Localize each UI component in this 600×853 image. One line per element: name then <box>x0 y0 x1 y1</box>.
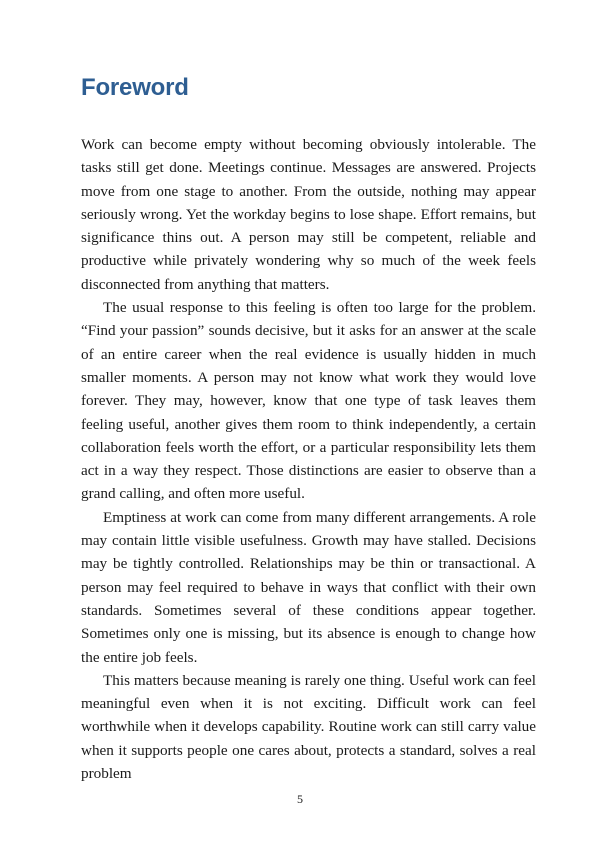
body-text <box>81 133 536 785</box>
paragraph: The usual response to this feeling is often too large for the problem. “Find your passion” sounds decisive, but it asks for an answer at the scale of an entire career when the real evidence is usually hidden in much smaller moments. A person may not know what work they would love forever. They may, however, know that one type of task leaves them feeling useful, another gives them room to think independently, a certain collaboration feels worth the effort, or a particular responsibility lets them act in a way they respect. Those distinctions are easier to observe than a grand calling, and often more useful. <box>81 299 536 503</box>
page-number: 5 <box>297 792 303 806</box>
paragraph: This matters because meaning is rarely one thing. Useful work can feel meaningful even when it is not exciting. Difficult work can feel worthwhile when it develops capability. Routine work can still carry value when it supports people one cares about, protects a standard, solves a real problem <box>81 671 536 783</box>
paragraph: Emptiness at work can come from many different arrangements. A role may contain little visible usefulness. Growth may have stalled. Decisions may be tightly controlled. Relationships may be thin or transactional. A person may feel required to behave in ways that conflict with their own standards. Sometimes several of these conditions appear together. Sometimes only one is missing, but its absence is enough to change how the entire job feels. <box>81 508 536 666</box>
chapter-heading: Foreword <box>81 74 189 101</box>
paragraph: Work can become empty without becoming obviously intolerable. The tasks still get done. Meetings continue. Messages are answered. Projects move from one stage to another. From the outside, nothing may appear seriously wrong. Yet the workday begins to lose shape. Effort remains, but significance thins out. A person may still be competent, reliable and productive while privately wondering why so much of the week feels disconnected from anything that matters. <box>81 136 536 293</box>
